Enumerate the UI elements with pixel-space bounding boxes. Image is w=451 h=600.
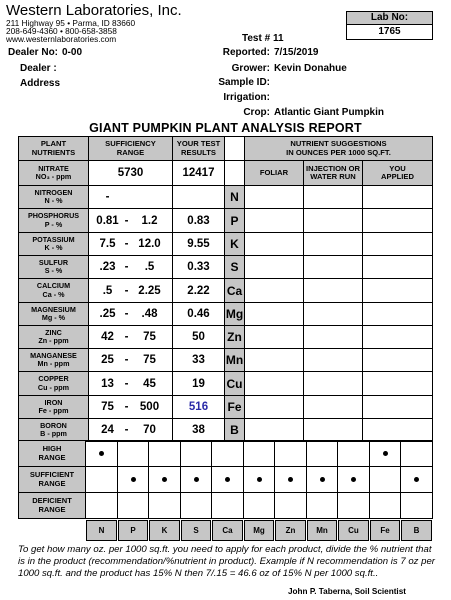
header-you-applied [362, 160, 433, 186]
nutrient-axis-label [149, 520, 180, 541]
nutrient-label [18, 278, 89, 303]
level-cell-high [274, 440, 307, 467]
foliar-cell [244, 395, 304, 419]
symbol-text: Cu [226, 376, 243, 391]
test-result [172, 278, 225, 303]
header-sufficiency-range [88, 136, 173, 161]
level-cell-deficient [148, 492, 181, 519]
symbol-text: Mg [225, 307, 244, 321]
range-low: 7.5 [99, 238, 116, 250]
header-text: APPLIED [381, 172, 414, 181]
range-dash: - [124, 284, 129, 297]
axis-label-text: N [98, 526, 105, 535]
nutrient-label [18, 255, 89, 279]
level-dot [162, 477, 167, 482]
nutrient-unit: N - % [44, 196, 63, 205]
company-name: Western Laboratories, Inc. [6, 2, 182, 19]
symbol-text: K [230, 237, 239, 251]
nutrient-symbol [224, 232, 245, 256]
level-dot [194, 477, 199, 482]
nutrient-name: CALCIUM [36, 281, 71, 291]
symbol-text: B [230, 423, 239, 437]
level-cell-deficient [85, 492, 118, 519]
applied-cell [362, 325, 433, 349]
nutrient-axis-label [401, 520, 432, 541]
test-result [172, 255, 225, 279]
symbol-text: Zn [227, 330, 242, 344]
foliar-cell [244, 278, 304, 303]
sufficiency-range [88, 185, 173, 209]
nutrient-symbol [224, 418, 245, 442]
axis-label-text: K [161, 526, 168, 535]
level-cell-high [85, 440, 118, 467]
header-text: RANGE [116, 147, 145, 157]
grower-label: Grower: [231, 63, 270, 74]
applied-cell [362, 302, 433, 326]
test-result [172, 348, 225, 372]
level-label-text: RANGE [38, 452, 66, 462]
nutrient-axis-label [275, 520, 306, 541]
range-low: 42 [101, 331, 114, 343]
level-cell-deficient [117, 492, 149, 519]
injection-cell [303, 232, 363, 256]
level-cell-sufficient [148, 466, 181, 493]
nutrient-axis-label [181, 520, 211, 541]
level-label-text: DEFICIENT [32, 496, 72, 505]
level-cell-sufficient [117, 466, 149, 493]
range-high: 75 [143, 331, 156, 343]
nutrient-axis-label [244, 520, 274, 541]
nutrient-symbol [224, 302, 245, 326]
nutrient-name: COPPER [38, 374, 69, 384]
applied-cell [362, 278, 433, 303]
nutrient-axis-label [212, 520, 243, 541]
header-text: NUTRIENTS [31, 147, 76, 157]
level-cell-deficient [337, 492, 370, 519]
sufficiency-range [88, 325, 173, 349]
axis-label-text: Ca [222, 526, 233, 535]
symbol-text: Mn [225, 353, 244, 367]
range-high: 70 [143, 424, 156, 436]
grower-name: Kevin Donahue [274, 63, 347, 74]
test-result [172, 371, 225, 396]
nutrient-symbol [224, 348, 245, 372]
level-label-text: HIGH [42, 444, 62, 453]
header-text: INJECTION OR [305, 163, 360, 173]
sufficiency-range [88, 395, 173, 419]
nutrient-unit: Cu - ppm [37, 382, 70, 392]
range-high: 45 [143, 377, 156, 390]
lab-number-label: Lab No: [347, 12, 432, 25]
test-result [172, 232, 225, 256]
level-dot [351, 477, 356, 482]
nutrient-name: ZINC [45, 327, 62, 337]
foliar-cell [244, 348, 304, 372]
company-address-line: 211 Highway 95 • Parma, ID 83660 [6, 18, 136, 28]
nutrient-unit: NO₃ - ppm [35, 172, 72, 181]
symbol-text: Ca [226, 283, 243, 298]
nutrient-name: IRON [44, 397, 63, 407]
nutrient-unit: S - % [44, 266, 63, 275]
range-dash: - [124, 238, 129, 250]
test-result [172, 418, 225, 442]
test-result [172, 185, 225, 209]
range-high: 75 [143, 354, 156, 366]
applied-cell [362, 418, 433, 442]
level-cell-high [306, 440, 338, 467]
level-dot [225, 477, 230, 482]
level-cell-deficient [274, 492, 307, 519]
level-cell-high [400, 440, 433, 467]
result-value: 50 [192, 331, 205, 343]
level-cell-deficient [180, 492, 212, 519]
result-value: 38 [192, 424, 205, 436]
test-result [172, 395, 225, 419]
foliar-cell [244, 302, 304, 326]
injection-cell [303, 418, 363, 442]
result-value: 9.55 [187, 238, 210, 250]
applied-cell [362, 255, 433, 279]
dealer-label: Dealer : [20, 63, 57, 74]
injection-cell [303, 348, 363, 372]
dealer-number-label: Dealer No: [8, 47, 59, 58]
signature: John P. Taberna, Soil Scientist [288, 587, 406, 596]
nutrient-label [18, 325, 89, 349]
foliar-cell [244, 208, 304, 233]
result-value: 2.22 [187, 284, 210, 297]
level-label-deficient [18, 492, 86, 519]
header-text: FOLIAR [259, 167, 289, 177]
foliar-cell [244, 418, 304, 442]
level-cell-sufficient [243, 466, 275, 493]
level-label-text: RANGE [38, 504, 66, 514]
injection-cell [303, 208, 363, 233]
sample-id-label: Sample ID: [218, 77, 270, 88]
nutrient-symbol [224, 278, 245, 303]
header-text: NUTRIENT SUGGESTIONS [290, 139, 387, 148]
range-high: 1.2 [141, 214, 158, 227]
header-text: PLANT [40, 139, 67, 148]
axis-label-text: P [130, 526, 136, 535]
range-dash: - [124, 377, 129, 390]
level-label-text: RANGE [38, 478, 66, 488]
lab-number-box [346, 11, 433, 40]
nutrient-name: SULFUR [38, 257, 69, 267]
header-test-results [172, 136, 225, 161]
level-cell-sufficient [337, 466, 370, 493]
nutrient-label [18, 232, 89, 256]
level-cell-sufficient [306, 466, 338, 493]
result-value: 516 [188, 401, 209, 413]
nutrient-label [18, 302, 89, 326]
level-cell-high [117, 440, 149, 467]
level-dot [131, 477, 136, 482]
range-low: 0.81 [96, 214, 119, 227]
level-cell-deficient [369, 492, 401, 519]
range-dash: - [124, 401, 129, 413]
level-dot [320, 477, 325, 482]
axis-label-text: Mn [316, 526, 328, 535]
range-dash: - [124, 214, 129, 227]
address-label: Address [20, 78, 61, 89]
irrigation-label: Irrigation: [223, 92, 270, 103]
header-plant-nutrients [18, 136, 89, 161]
footer-instructions: To get how many oz. per 1000 sq.ft. you need to apply for each product, divide the % nutrient that is in the product (recommendation/%nutrient in product). Example if N recommendation is 7 oz per 1000 sq.ft. and the product has 15% N then 7/.15 = 46.6 oz of 15% N per 1000 sq.ft.. [18, 544, 435, 579]
range-dash: - [124, 331, 129, 343]
injection-cell [303, 185, 363, 209]
level-cell-high [337, 440, 370, 467]
nutrient-unit: Fe - ppm [38, 406, 69, 415]
level-cell-sufficient [211, 466, 244, 493]
nutrient-symbol [224, 371, 245, 396]
level-cell-sufficient [274, 466, 307, 493]
result-value: 0.46 [187, 308, 210, 320]
crop-name: Atlantic Giant Pumpkin [274, 107, 385, 118]
result-value: 33 [192, 354, 205, 366]
level-dot [383, 451, 388, 456]
range-dash: - [124, 261, 129, 273]
level-cell-deficient [400, 492, 433, 519]
axis-label-text: B [413, 526, 420, 535]
range-low: .25 [99, 308, 116, 320]
sufficiency-range [88, 348, 173, 372]
nutrient-name: NITRATE [38, 163, 69, 173]
crop-label: Crop: [243, 107, 270, 118]
test-result [172, 325, 225, 349]
result-value: 12417 [182, 167, 215, 179]
level-cell-sufficient [180, 466, 212, 493]
level-cell-sufficient [85, 466, 118, 493]
test-result [172, 208, 225, 233]
axis-label-text: Cu [348, 526, 359, 535]
header-foliar [244, 160, 304, 186]
axis-label-text: Fe [380, 526, 390, 535]
nutrient-name: NITROGEN [34, 187, 73, 197]
level-dot [288, 477, 293, 482]
applied-cell [362, 232, 433, 256]
sufficiency-range [88, 208, 173, 233]
header-text: YOUR TEST [176, 139, 221, 148]
nutrient-label [18, 185, 89, 209]
injection-cell [303, 371, 363, 396]
range-low: 24 [101, 424, 114, 436]
applied-cell [362, 395, 433, 419]
nutrient-symbol [224, 325, 245, 349]
level-dot [99, 451, 104, 456]
range-low: 75 [101, 401, 114, 413]
level-cell-high [369, 440, 401, 467]
range-high: 2.25 [138, 284, 161, 297]
level-cell-deficient [306, 492, 338, 519]
nitrate-spacer [224, 160, 245, 186]
injection-cell [303, 255, 363, 279]
nutrient-unit: P - % [44, 219, 63, 229]
axis-label-text: S [193, 526, 199, 535]
sufficiency-range [88, 371, 173, 396]
applied-cell [362, 348, 433, 372]
header-text: RESULTS [181, 147, 216, 157]
range-high: .48 [141, 308, 158, 320]
range-dash: - [124, 308, 129, 320]
nitrate-label [18, 160, 89, 186]
range-dash: - [124, 424, 129, 436]
level-cell-high [211, 440, 244, 467]
sufficiency-range [88, 232, 173, 256]
level-cell-deficient [243, 492, 275, 519]
nutrient-unit: Ca - % [42, 289, 65, 299]
nutrient-axis-label [370, 520, 400, 541]
nutrient-axis-label [338, 520, 369, 541]
result-value: 19 [192, 377, 205, 390]
applied-cell [362, 371, 433, 396]
nutrient-label [18, 371, 89, 396]
nutrient-axis-label [86, 520, 117, 541]
sufficiency-range [88, 278, 173, 303]
foliar-cell [244, 325, 304, 349]
level-label-high [18, 440, 86, 467]
level-label-sufficient [18, 466, 86, 493]
nutrient-name: MANGANESE [30, 350, 77, 360]
level-cell-sufficient [400, 466, 433, 493]
applied-cell [362, 208, 433, 233]
level-cell-high [148, 440, 181, 467]
sufficiency-range [88, 302, 173, 326]
nutrient-unit: K - % [44, 243, 63, 252]
range-low: .23 [99, 261, 116, 273]
axis-label-text: Mg [253, 526, 265, 535]
foliar-cell [244, 371, 304, 396]
sufficiency-range [88, 418, 173, 442]
range-high: 500 [139, 401, 160, 413]
company-website-line: www.westernlaboratories.com [6, 34, 117, 44]
header-text: IN OUNCES PER 1000 SQ.FT. [286, 147, 391, 157]
range-low: - [105, 191, 110, 203]
level-dot [414, 477, 419, 482]
nutrient-unit: B - ppm [40, 429, 67, 438]
nutrient-symbol [224, 255, 245, 279]
nutrient-name: MAGNESIUM [31, 304, 76, 314]
nutrient-name: PHOSPHORUS [27, 211, 80, 221]
header-text: WATER RUN [310, 172, 356, 181]
header-nutrient-suggestions [244, 136, 433, 161]
applied-cell [362, 185, 433, 209]
symbol-text: S [230, 260, 239, 274]
range-dash: - [124, 354, 129, 366]
test-number: Test # 11 [242, 33, 284, 44]
dealer-number: 0-00 [62, 47, 83, 58]
nutrient-label [18, 208, 89, 233]
level-cell-high [180, 440, 212, 467]
nutrient-name: BORON [40, 420, 67, 430]
symbol-text: N [230, 190, 239, 204]
nutrient-unit: Mg - % [41, 313, 66, 322]
lab-number-value: 1765 [378, 26, 401, 37]
range-low: .5 [102, 284, 113, 297]
foliar-cell [244, 255, 304, 279]
level-label-text: SUFFICIENT [29, 470, 75, 479]
report-title: GIANT PUMPKIN PLANT ANALYSIS REPORT [89, 121, 362, 135]
level-cell-sufficient [369, 466, 401, 493]
nutrient-axis-label [118, 520, 148, 541]
header-spacer [224, 136, 245, 161]
level-dot [257, 477, 262, 482]
nitrate-result [172, 160, 225, 186]
level-cell-high [243, 440, 275, 467]
range-high: .5 [144, 261, 155, 273]
symbol-text: P [230, 213, 239, 228]
nutrient-label [18, 418, 89, 442]
test-result [172, 302, 225, 326]
axis-label-text: Zn [285, 526, 296, 535]
header-injection [303, 160, 363, 186]
foliar-cell [244, 232, 304, 256]
level-cell-deficient [211, 492, 244, 519]
symbol-text: Fe [227, 400, 242, 414]
nutrient-axis-label [307, 520, 337, 541]
reported-label: Reported: [222, 47, 270, 58]
header-text: YOU [389, 163, 406, 173]
header-text: SUFFICIENCY [105, 139, 156, 148]
nutrient-unit: Zn - ppm [38, 336, 69, 345]
nutrient-unit: Mn - ppm [37, 359, 70, 368]
injection-cell [303, 395, 363, 419]
nutrient-name: POTASSIUM [32, 234, 75, 244]
result-value: 0.33 [187, 261, 210, 273]
foliar-cell [244, 185, 304, 209]
nutrient-label [18, 395, 89, 419]
injection-cell [303, 278, 363, 303]
injection-cell [303, 302, 363, 326]
nutrient-symbol [224, 208, 245, 233]
range-low: 13 [101, 377, 114, 390]
nutrient-label [18, 348, 89, 372]
reported-date: 7/15/2019 [274, 47, 319, 58]
company-phone-line: 208-649-4360 • 800-658-3858 [6, 26, 117, 36]
sufficiency-range [88, 255, 173, 279]
nutrient-symbol [224, 395, 245, 419]
injection-cell [303, 325, 363, 349]
nutrient-symbol [224, 185, 245, 209]
range-value: 5730 [117, 167, 144, 179]
result-value: 0.83 [187, 214, 210, 227]
nitrate-range [88, 160, 173, 186]
range-high: 12.0 [138, 238, 161, 250]
range-low: 25 [101, 354, 114, 366]
